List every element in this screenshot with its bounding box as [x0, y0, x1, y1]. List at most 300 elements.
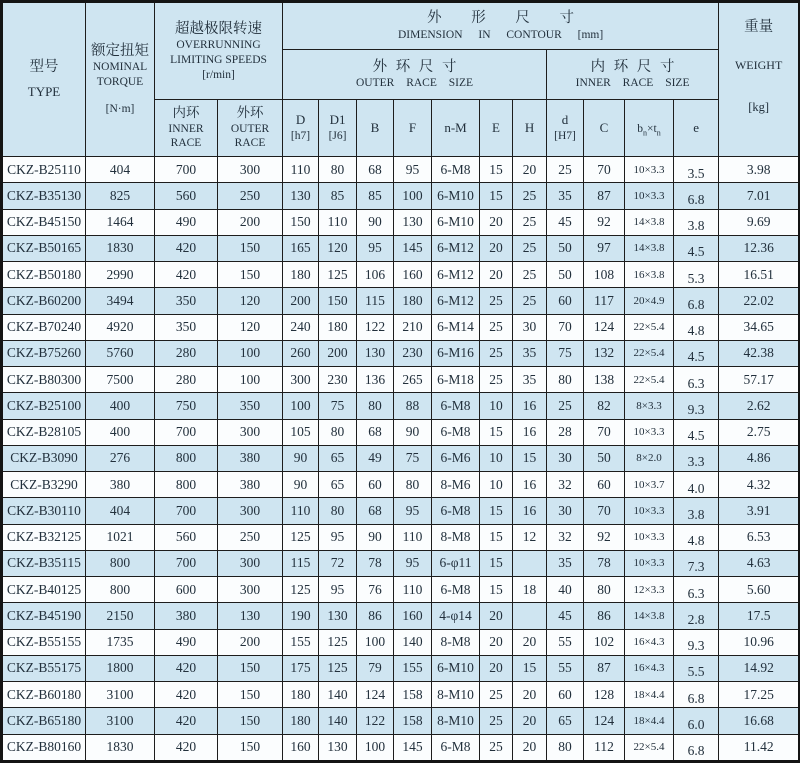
cell-D: 105	[283, 419, 319, 445]
cell-n-M: 6-M8	[432, 577, 480, 603]
cell-F: 90	[394, 419, 432, 445]
col-D1-sub: [J6]	[328, 129, 347, 142]
cell-d: 75	[547, 340, 584, 366]
cell-E: 20	[480, 603, 513, 629]
table-row	[2, 419, 800, 445]
cell-D1: 140	[319, 682, 357, 708]
col-B-main: B	[370, 119, 380, 135]
inner-race-zh: 内环	[172, 104, 200, 120]
cell-H: 25	[513, 288, 547, 314]
cell-F: 130	[394, 209, 432, 235]
cell-torque: 5760	[86, 340, 155, 366]
cell-bn-tn: 14×3.8	[625, 209, 674, 235]
table-row	[2, 235, 800, 261]
cell-d: 40	[547, 577, 584, 603]
cell-outer-speed: 380	[218, 472, 283, 498]
table-row	[2, 655, 800, 681]
cell-C: 117	[584, 288, 625, 314]
cell-C: 87	[584, 655, 625, 681]
cell-C: 97	[584, 235, 625, 261]
cell-E: 25	[480, 340, 513, 366]
cell-outer-speed: 350	[218, 393, 283, 419]
cell-D1: 120	[319, 235, 357, 261]
cell-bn-tn: 20×4.9	[625, 288, 674, 314]
cell-E: 25	[480, 708, 513, 734]
table-row	[2, 708, 800, 734]
cell-D: 125	[283, 577, 319, 603]
cell-n-M: 6-M8	[432, 498, 480, 524]
cell-H: 16	[513, 498, 547, 524]
cell-weight: 16.68	[719, 708, 800, 734]
cell-n-M: 8-M10	[432, 708, 480, 734]
cell-torque: 1464	[86, 209, 155, 235]
cell-weight: 11.42	[719, 734, 800, 762]
cell-E: 10	[480, 472, 513, 498]
cell-bn-tn: 16×4.3	[625, 655, 674, 681]
dimension-label-en: DIMENSION IN CONTOUR [mm]	[397, 28, 604, 41]
col-H-main: H	[524, 119, 535, 135]
cell-E: 15	[480, 550, 513, 576]
cell-inner-speed: 560	[155, 524, 218, 550]
cell-F: 110	[394, 577, 432, 603]
cell-B: 76	[357, 577, 394, 603]
cell-H: 30	[513, 314, 547, 340]
cell-B: 106	[357, 262, 394, 288]
cell-torque: 3494	[86, 288, 155, 314]
cell-F: 180	[394, 288, 432, 314]
cell-bn-tn: 10×3.3	[625, 550, 674, 576]
inner-race-size-zh: 内 环 尺 寸	[590, 58, 675, 75]
cell-d: 65	[547, 708, 584, 734]
cell-C: 50	[584, 445, 625, 471]
cell-F: 210	[394, 314, 432, 340]
cell-type: CKZ-B55155	[2, 629, 86, 655]
cell-D1: 80	[319, 419, 357, 445]
cell-outer-speed: 300	[218, 577, 283, 603]
cell-e: 2.8	[674, 603, 719, 629]
col-d-sub: [H7]	[554, 129, 576, 142]
cell-B: 68	[357, 157, 394, 183]
outer-race-zh: 外环	[236, 104, 264, 120]
cell-type: CKZ-B50165	[2, 235, 86, 261]
col-header-overrunning-speeds	[155, 2, 283, 100]
cell-F: 110	[394, 524, 432, 550]
cell-n-M: 6-M8	[432, 734, 480, 762]
cell-bn-tn: 16×4.3	[625, 629, 674, 655]
cell-D1: 180	[319, 314, 357, 340]
cell-H: 20	[513, 629, 547, 655]
col-header-type	[2, 2, 86, 157]
cell-D1: 80	[319, 498, 357, 524]
cell-D: 115	[283, 550, 319, 576]
cell-e: 4.8	[674, 524, 719, 550]
cell-H: 25	[513, 209, 547, 235]
col-E-main: E	[492, 119, 500, 135]
col-header-bn-tn	[625, 100, 674, 157]
cell-d: 50	[547, 235, 584, 261]
cell-outer-speed: 200	[218, 209, 283, 235]
cell-weight: 57.17	[719, 367, 800, 393]
table-row	[2, 577, 800, 603]
cell-outer-speed: 300	[218, 498, 283, 524]
cell-B: 90	[357, 209, 394, 235]
cell-type: CKZ-B45150	[2, 209, 86, 235]
cell-e: 3.8	[674, 498, 719, 524]
cell-E: 15	[480, 419, 513, 445]
cell-B: 95	[357, 235, 394, 261]
cell-F: 158	[394, 708, 432, 734]
cell-torque: 2990	[86, 262, 155, 288]
cell-inner-speed: 700	[155, 498, 218, 524]
cell-E: 10	[480, 445, 513, 471]
cell-torque: 404	[86, 498, 155, 524]
cell-B: 60	[357, 472, 394, 498]
cell-D: 130	[283, 183, 319, 209]
cell-outer-speed: 120	[218, 288, 283, 314]
cell-B: 100	[357, 734, 394, 762]
cell-torque: 400	[86, 419, 155, 445]
cell-outer-speed: 150	[218, 262, 283, 288]
cell-B: 130	[357, 340, 394, 366]
cell-inner-speed: 800	[155, 445, 218, 471]
cell-inner-speed: 490	[155, 629, 218, 655]
cell-C: 112	[584, 734, 625, 762]
cell-e: 4.5	[674, 235, 719, 261]
col-header-E	[480, 100, 513, 157]
cell-weight: 22.02	[719, 288, 800, 314]
col-header-D1	[319, 100, 357, 157]
cell-bn-tn: 14×3.8	[625, 235, 674, 261]
torque-label-en1: NOMINAL	[92, 61, 148, 74]
cell-F: 95	[394, 498, 432, 524]
col-d-main: d	[561, 112, 569, 128]
cell-e: 7.3	[674, 550, 719, 576]
cell-inner-speed: 420	[155, 734, 218, 762]
col-header-torque	[86, 2, 155, 157]
cell-inner-speed: 420	[155, 708, 218, 734]
cell-weight: 4.32	[719, 472, 800, 498]
cell-F: 75	[394, 445, 432, 471]
cell-d: 60	[547, 682, 584, 708]
cell-weight: 16.51	[719, 262, 800, 288]
cell-inner-speed: 420	[155, 262, 218, 288]
cell-D: 300	[283, 367, 319, 393]
cell-B: 78	[357, 550, 394, 576]
cell-inner-speed: 750	[155, 393, 218, 419]
cell-type: CKZ-B35115	[2, 550, 86, 576]
cell-torque: 800	[86, 550, 155, 576]
cell-n-M: 6-M6	[432, 445, 480, 471]
weight-label-en: WEIGHT	[734, 57, 783, 72]
cell-e: 4.5	[674, 340, 719, 366]
cell-D1: 65	[319, 472, 357, 498]
cell-inner-speed: 800	[155, 472, 218, 498]
speeds-label-en2: LIMITING SPEEDS	[170, 53, 267, 66]
cell-type: CKZ-B3090	[2, 445, 86, 471]
type-label-en: TYPE	[27, 84, 61, 100]
cell-H: 20	[513, 708, 547, 734]
cell-bn-tn: 16×3.8	[625, 262, 674, 288]
cell-F: 95	[394, 157, 432, 183]
cell-F: 145	[394, 734, 432, 762]
cell-F: 265	[394, 367, 432, 393]
cell-n-M: 8-M8	[432, 524, 480, 550]
cell-e: 4.5	[674, 419, 719, 445]
cell-H: 25	[513, 183, 547, 209]
cell-inner-speed: 490	[155, 209, 218, 235]
cell-n-M: 8-M8	[432, 629, 480, 655]
cell-weight: 17.25	[719, 682, 800, 708]
cell-n-M: 6-M18	[432, 367, 480, 393]
cell-d: 25	[547, 393, 584, 419]
cell-weight: 17.5	[719, 603, 800, 629]
cell-torque: 1800	[86, 655, 155, 681]
cell-d: 70	[547, 314, 584, 340]
cell-C: 92	[584, 524, 625, 550]
cell-H: 25	[513, 235, 547, 261]
cell-B: 136	[357, 367, 394, 393]
cell-outer-speed: 150	[218, 655, 283, 681]
cell-weight: 10.96	[719, 629, 800, 655]
cell-D: 100	[283, 393, 319, 419]
cell-weight: 34.65	[719, 314, 800, 340]
col-header-outer-race-speed	[218, 100, 283, 157]
cell-D: 180	[283, 682, 319, 708]
cell-weight: 42.38	[719, 340, 800, 366]
cell-d: 45	[547, 209, 584, 235]
cell-E: 20	[480, 209, 513, 235]
cell-torque: 400	[86, 393, 155, 419]
cell-outer-speed: 200	[218, 629, 283, 655]
cell-n-M: 8-M10	[432, 682, 480, 708]
cell-outer-speed: 120	[218, 314, 283, 340]
table-row	[2, 314, 800, 340]
cell-type: CKZ-B50180	[2, 262, 86, 288]
cell-B: 122	[357, 314, 394, 340]
cell-outer-speed: 150	[218, 235, 283, 261]
cell-e: 6.3	[674, 367, 719, 393]
cell-bn-tn: 22×5.4	[625, 314, 674, 340]
cell-weight: 4.63	[719, 550, 800, 576]
cell-B: 124	[357, 682, 394, 708]
cell-type: CKZ-B65180	[2, 708, 86, 734]
cell-C: 128	[584, 682, 625, 708]
table-row	[2, 682, 800, 708]
col-header-H	[513, 100, 547, 157]
cell-D1: 230	[319, 367, 357, 393]
cell-weight: 2.75	[719, 419, 800, 445]
cell-torque: 800	[86, 577, 155, 603]
cell-H	[513, 550, 547, 576]
cell-weight: 7.01	[719, 183, 800, 209]
cell-C: 70	[584, 157, 625, 183]
cell-inner-speed: 420	[155, 682, 218, 708]
speeds-unit: [r/min]	[202, 68, 235, 81]
cell-D1: 125	[319, 655, 357, 681]
cell-C: 70	[584, 419, 625, 445]
cell-e: 4.0	[674, 472, 719, 498]
header-row-1	[2, 2, 800, 50]
weight-unit: [kg]	[748, 100, 770, 115]
cell-D1: 95	[319, 524, 357, 550]
cell-n-M: 6-M12	[432, 288, 480, 314]
cell-n-M: 6-M10	[432, 655, 480, 681]
cell-B: 68	[357, 419, 394, 445]
cell-D1: 130	[319, 734, 357, 762]
col-header-B	[357, 100, 394, 157]
cell-D1: 125	[319, 262, 357, 288]
cell-H: 20	[513, 157, 547, 183]
cell-torque: 1830	[86, 734, 155, 762]
cell-E: 15	[480, 498, 513, 524]
col-header-e	[674, 100, 719, 157]
cell-B: 115	[357, 288, 394, 314]
table-row	[2, 157, 800, 183]
cell-d: 32	[547, 524, 584, 550]
table-row	[2, 445, 800, 471]
cell-bn-tn: 22×5.4	[625, 734, 674, 762]
cell-e: 6.8	[674, 288, 719, 314]
cell-H: 16	[513, 419, 547, 445]
cell-torque: 4920	[86, 314, 155, 340]
cell-E: 25	[480, 734, 513, 762]
cell-E: 20	[480, 629, 513, 655]
cell-inner-speed: 280	[155, 340, 218, 366]
cell-D: 90	[283, 445, 319, 471]
cell-E: 15	[480, 524, 513, 550]
type-label-zh: 型号	[29, 58, 59, 75]
cell-n-M: 6-M8	[432, 393, 480, 419]
outer-race-size-zh: 外 环 尺 寸	[372, 58, 457, 75]
cell-d: 50	[547, 262, 584, 288]
cell-e: 3.8	[674, 209, 719, 235]
cell-type: CKZ-B40125	[2, 577, 86, 603]
inner-race-en1: INNER	[168, 122, 204, 135]
cell-n-M: 6-M12	[432, 235, 480, 261]
cell-F: 80	[394, 472, 432, 498]
inner-race-size-en: INNER RACE SIZE	[575, 77, 690, 90]
cell-d: 45	[547, 603, 584, 629]
cell-bn-tn: 8×3.3	[625, 393, 674, 419]
cell-type: CKZ-B75260	[2, 340, 86, 366]
col-F-main: F	[408, 119, 417, 135]
cell-B: 85	[357, 183, 394, 209]
cell-n-M: 6-φ11	[432, 550, 480, 576]
cell-D: 160	[283, 734, 319, 762]
cell-bn-tn: 10×3.3	[625, 183, 674, 209]
cell-D1: 80	[319, 157, 357, 183]
cell-d: 25	[547, 157, 584, 183]
bn-tn-label: $b_n\times t_n$	[637, 122, 661, 138]
cell-E: 25	[480, 314, 513, 340]
cell-e: 6.8	[674, 682, 719, 708]
cell-torque: 825	[86, 183, 155, 209]
torque-unit: [N·m]	[105, 103, 135, 116]
col-C-main: C	[599, 119, 609, 135]
col-nM-main: n-M	[444, 119, 467, 135]
cell-d: 35	[547, 183, 584, 209]
cell-H	[513, 603, 547, 629]
col-header-d	[547, 100, 584, 157]
table-row	[2, 629, 800, 655]
cell-bn-tn: 8×2.0	[625, 445, 674, 471]
cell-D: 260	[283, 340, 319, 366]
cell-C: 70	[584, 498, 625, 524]
cell-type: CKZ-B60180	[2, 682, 86, 708]
cell-H: 18	[513, 577, 547, 603]
cell-H: 20	[513, 682, 547, 708]
cell-E: 25	[480, 367, 513, 393]
cell-E: 25	[480, 288, 513, 314]
table-row	[2, 262, 800, 288]
cell-e: 3.5	[674, 157, 719, 183]
cell-F: 160	[394, 262, 432, 288]
col-header-outer-race-size	[283, 50, 547, 100]
speeds-label-zh: 超越极限转速	[175, 20, 262, 37]
table-row	[2, 498, 800, 524]
col-header-inner-race-size	[547, 50, 719, 100]
cell-E: 20	[480, 655, 513, 681]
cell-H: 15	[513, 655, 547, 681]
cell-weight: 3.91	[719, 498, 800, 524]
col-D-main: D	[295, 112, 306, 128]
cell-D1: 125	[319, 629, 357, 655]
cell-D1: 95	[319, 577, 357, 603]
cell-outer-speed: 250	[218, 183, 283, 209]
torque-label-en2: TORQUE	[96, 76, 144, 89]
col-D-sub: [h7]	[290, 129, 311, 142]
cell-E: 10	[480, 393, 513, 419]
cell-outer-speed: 150	[218, 682, 283, 708]
cell-D1: 150	[319, 288, 357, 314]
cell-type: CKZ-B32125	[2, 524, 86, 550]
cell-D1: 130	[319, 603, 357, 629]
cell-type: CKZ-B80160	[2, 734, 86, 762]
cell-e: 5.5	[674, 655, 719, 681]
cell-inner-speed: 600	[155, 577, 218, 603]
cell-weight: 12.36	[719, 235, 800, 261]
cell-torque: 1735	[86, 629, 155, 655]
cell-F: 88	[394, 393, 432, 419]
cell-type: CKZ-B28105	[2, 419, 86, 445]
cell-torque: 7500	[86, 367, 155, 393]
cell-bn-tn: 10×3.3	[625, 524, 674, 550]
cell-D1: 72	[319, 550, 357, 576]
cell-F: 100	[394, 183, 432, 209]
cell-H: 25	[513, 262, 547, 288]
cell-D1: 75	[319, 393, 357, 419]
cell-D: 155	[283, 629, 319, 655]
cell-n-M: 6-M12	[432, 262, 480, 288]
outer-race-size-en: OUTER RACE SIZE	[356, 77, 474, 90]
table-row	[2, 734, 800, 762]
cell-outer-speed: 100	[218, 367, 283, 393]
cell-d: 35	[547, 550, 584, 576]
cell-C: 80	[584, 577, 625, 603]
cell-torque: 3100	[86, 708, 155, 734]
cell-B: 100	[357, 629, 394, 655]
cell-inner-speed: 420	[155, 235, 218, 261]
cell-D1: 65	[319, 445, 357, 471]
cell-F: 158	[394, 682, 432, 708]
cell-type: CKZ-B80300	[2, 367, 86, 393]
cell-e: 5.3	[674, 262, 719, 288]
cell-type: CKZ-B3290	[2, 472, 86, 498]
cell-d: 32	[547, 472, 584, 498]
cell-n-M: 6-M14	[432, 314, 480, 340]
cell-inner-speed: 700	[155, 419, 218, 445]
cell-n-M: 4-φ14	[432, 603, 480, 629]
